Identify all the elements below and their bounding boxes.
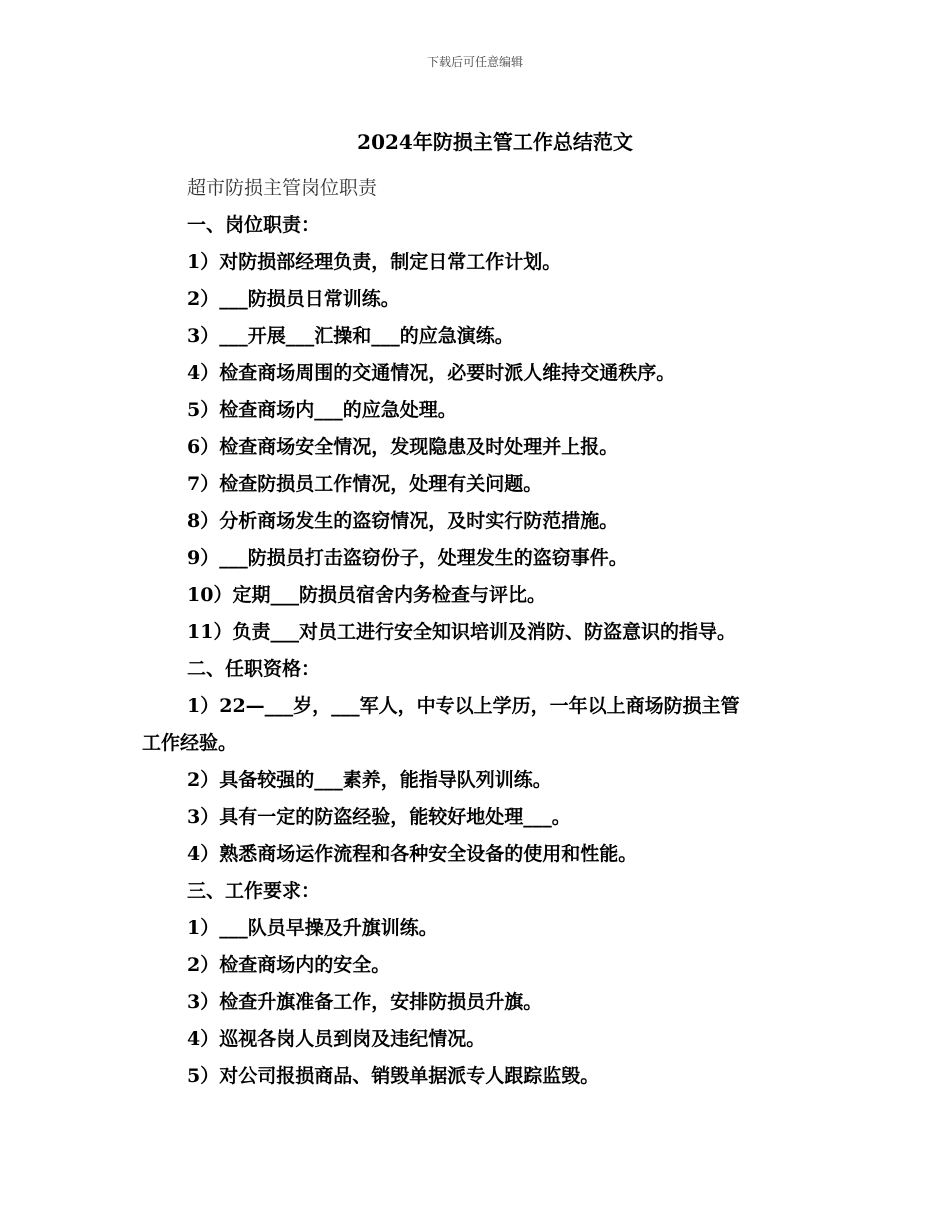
section-heading-qualifications: 二、任职资格： bbox=[187, 658, 321, 680]
document-body bbox=[142, 170, 822, 1095]
paragraph-line: 3）具有一定的防盗经验，能较好地处理___。 bbox=[187, 806, 571, 828]
paragraph-line: 3）检查升旗准备工作，安排防损员升旗。 bbox=[187, 991, 543, 1013]
page-header-note: 下载后可任意编辑 bbox=[426, 55, 523, 69]
paragraph-line: 8）分析商场发生的盗窃情况，及时实行防范措施。 bbox=[187, 510, 619, 532]
paragraph-line: 1）___队员早操及升旗训练。 bbox=[187, 917, 438, 939]
paragraph-line: 6）检查商场安全情况，发现隐患及时处理并上报。 bbox=[187, 436, 619, 458]
paragraph-line: 1）对防损部经理负责，制定日常工作计划。 bbox=[187, 251, 562, 273]
paragraph-line: 4）巡视各岗人员到岗及违纪情况。 bbox=[187, 1028, 486, 1050]
paragraph-line: 1）22—___岁，___军人，中专以上学历，一年以上商场防损主管 bbox=[187, 695, 740, 717]
paragraph-line: 11）负责___对员工进行安全知识培训及消防、防盗意识的指导。 bbox=[187, 621, 736, 643]
paragraph-line: 9）___防损员打击盗窃份子，处理发生的盗窃事件。 bbox=[187, 547, 628, 569]
paragraph-line: 2）具备较强的___素养，能指导队列训练。 bbox=[187, 769, 552, 791]
paragraph-line: 5）对公司报损商品、销毁单据派专人跟踪监毁。 bbox=[187, 1065, 600, 1087]
paragraph-line: 4）检查商场周围的交通情况，必要时派人维持交通秩序。 bbox=[187, 362, 676, 384]
paragraph-line: 7）检查防损员工作情况，处理有关问题。 bbox=[187, 473, 543, 495]
paragraph-line: 5）检查商场内___的应急处理。 bbox=[187, 399, 457, 421]
document-subtitle: 超市防损主管岗位职责 bbox=[187, 177, 378, 199]
paragraph-line: 4）熟悉商场运作流程和各种安全设备的使用和性能。 bbox=[187, 843, 638, 865]
paragraph-line: 10）定期___防损员宿舍内务检查与评比。 bbox=[187, 584, 546, 606]
section-heading-duties: 一、岗位职责： bbox=[187, 214, 321, 236]
document-title: 2024年防损主管工作总结范文 bbox=[357, 130, 633, 154]
paragraph-line: 2）___防损员日常训练。 bbox=[187, 288, 400, 310]
paragraph-line-continuation: 工作经验。 bbox=[142, 732, 238, 754]
section-heading-requirements: 三、工作要求： bbox=[187, 880, 321, 902]
paragraph-line: 3）___开展___汇操和___的应急演练。 bbox=[187, 325, 514, 347]
paragraph-line: 2）检查商场内的安全。 bbox=[187, 954, 391, 976]
